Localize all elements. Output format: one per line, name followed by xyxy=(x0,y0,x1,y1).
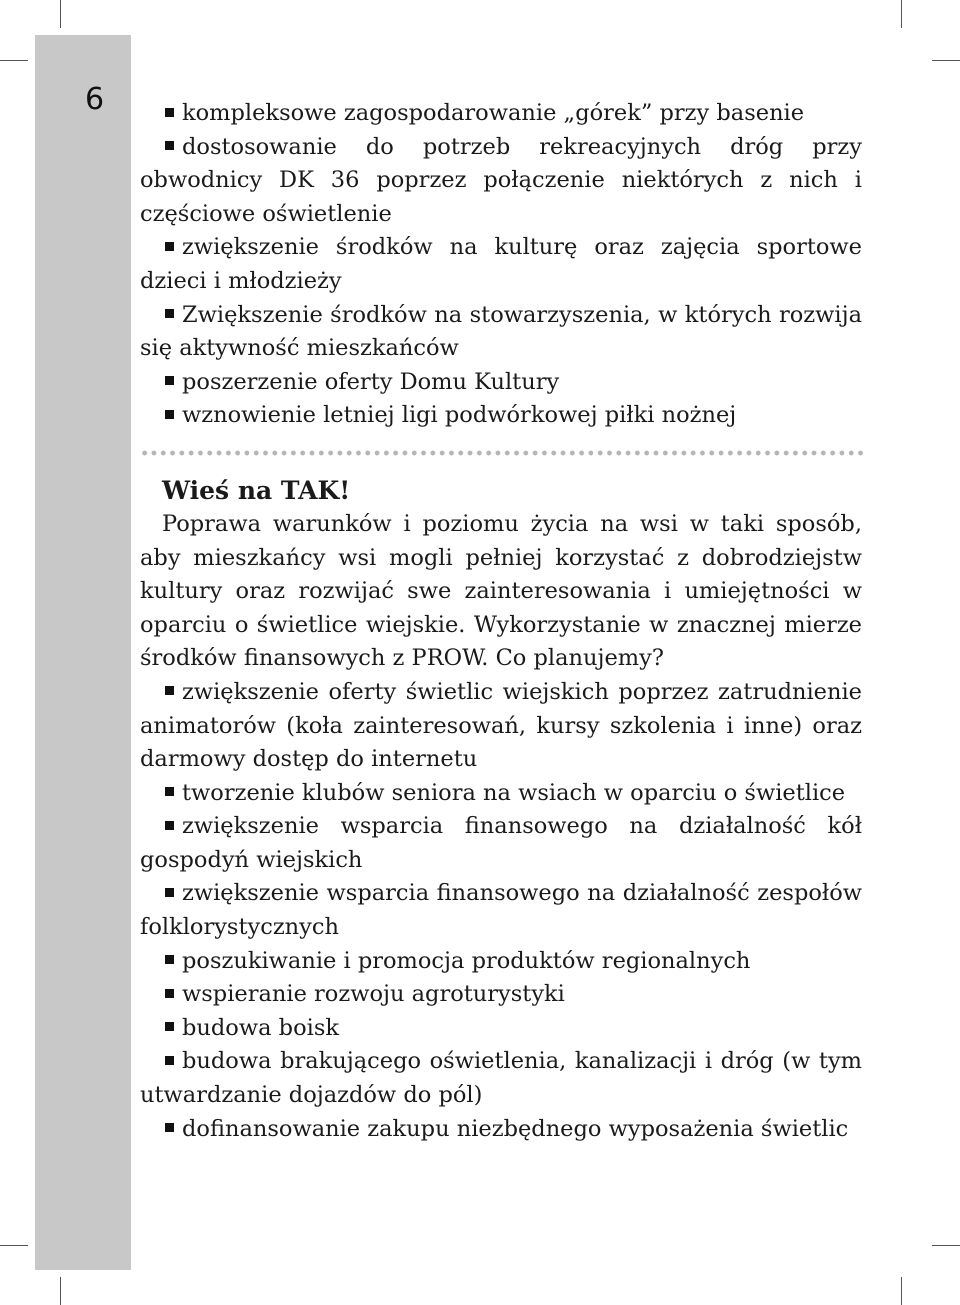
bullet-icon xyxy=(165,686,174,695)
crop-mark xyxy=(0,1245,28,1246)
bullet-icon xyxy=(165,1123,174,1132)
bullet-icon xyxy=(165,821,174,830)
list-item: Zwiększenie środków na stowarzyszenia, w których rozwija się aktywność mieszkańców xyxy=(140,301,862,362)
list-item: tworzenie klubów seniora na wsiach w oparciu o świetlice xyxy=(140,777,862,811)
list-item: dostosowanie do potrzeb rekreacyjnych dróg przy obwodnicy DK 36 poprzez połączenie niektórych z nich i częściowe oświetlenie xyxy=(140,133,862,227)
list-item: kompleksowe zagospodarowanie „górek” przy basenie xyxy=(140,97,862,131)
crop-mark xyxy=(932,60,960,61)
bullet-icon xyxy=(165,242,174,251)
page-margin-band xyxy=(35,35,131,1270)
list-item: wznowienie letniej ligi podwórkowej piłki nożnej xyxy=(140,399,862,433)
bullet-icon xyxy=(165,410,174,419)
bullet-icon xyxy=(165,955,174,964)
bullet-icon xyxy=(165,108,174,117)
bullet-icon xyxy=(165,989,174,998)
list-item: poszerzenie oferty Domu Kultury xyxy=(140,366,862,400)
list-item: wspieranie rozwoju agroturystyki xyxy=(140,978,862,1012)
crop-mark xyxy=(60,1277,61,1305)
list-item: zwiększenie wsparcia finansowego na działalność kół gospodyń wiejskich xyxy=(140,813,862,873)
list-item: zwiększenie oferty świetlic wiejskich poprzez zatrudnienie animatorów (koła zainteresowań, kursy szkolenia i inne) oraz darmowy dostęp do internetu xyxy=(140,678,862,773)
bullet-icon xyxy=(165,787,174,796)
crop-mark xyxy=(932,1245,960,1246)
crop-mark xyxy=(60,0,61,28)
list-item: zwiększenie środków na kulturę oraz zajęcia sportowe dzieci i młodzieży xyxy=(140,234,862,294)
bullet-icon xyxy=(165,309,174,318)
list-item: zwiększenie wsparcia finansowego na działalność zespołów folklorystycznych xyxy=(140,880,862,941)
section-intro: Poprawa warunków i poziomu życia na wsi w taki sposób, aby mieszkańcy wsi mogli pełniej korzystać z dobrodziejstw kultury oraz rozwijać swe zainteresowania i umiejętności w oparciu o świetlice wiejskie. Wykorzystanie w znacznej mierze środków finansowych z PROW. Co planujemy? xyxy=(140,510,862,672)
crop-mark xyxy=(901,0,902,28)
dotted-divider xyxy=(140,450,866,456)
list-item: poszukiwanie i promocja produktów regionalnych xyxy=(140,945,862,979)
bullet-icon xyxy=(165,376,174,385)
crop-mark xyxy=(901,1277,902,1305)
list-item: dofinansowanie zakupu niezbędnego wyposażenia świetlic xyxy=(140,1113,862,1147)
list-item: budowa brakującego oświetlenia, kanalizacji i dróg (w tym utwardzanie dojazdów do pól) xyxy=(140,1048,862,1109)
bullet-icon xyxy=(165,888,174,897)
section-heading: Wieś na TAK! xyxy=(162,475,351,505)
bullet-icon xyxy=(165,1022,174,1031)
bullet-icon xyxy=(165,141,174,150)
list-item: budowa boisk xyxy=(140,1012,862,1046)
page-number: 6 xyxy=(85,82,105,117)
bullet-icon xyxy=(165,1056,174,1065)
crop-mark xyxy=(0,60,28,61)
page-content xyxy=(140,97,862,1146)
